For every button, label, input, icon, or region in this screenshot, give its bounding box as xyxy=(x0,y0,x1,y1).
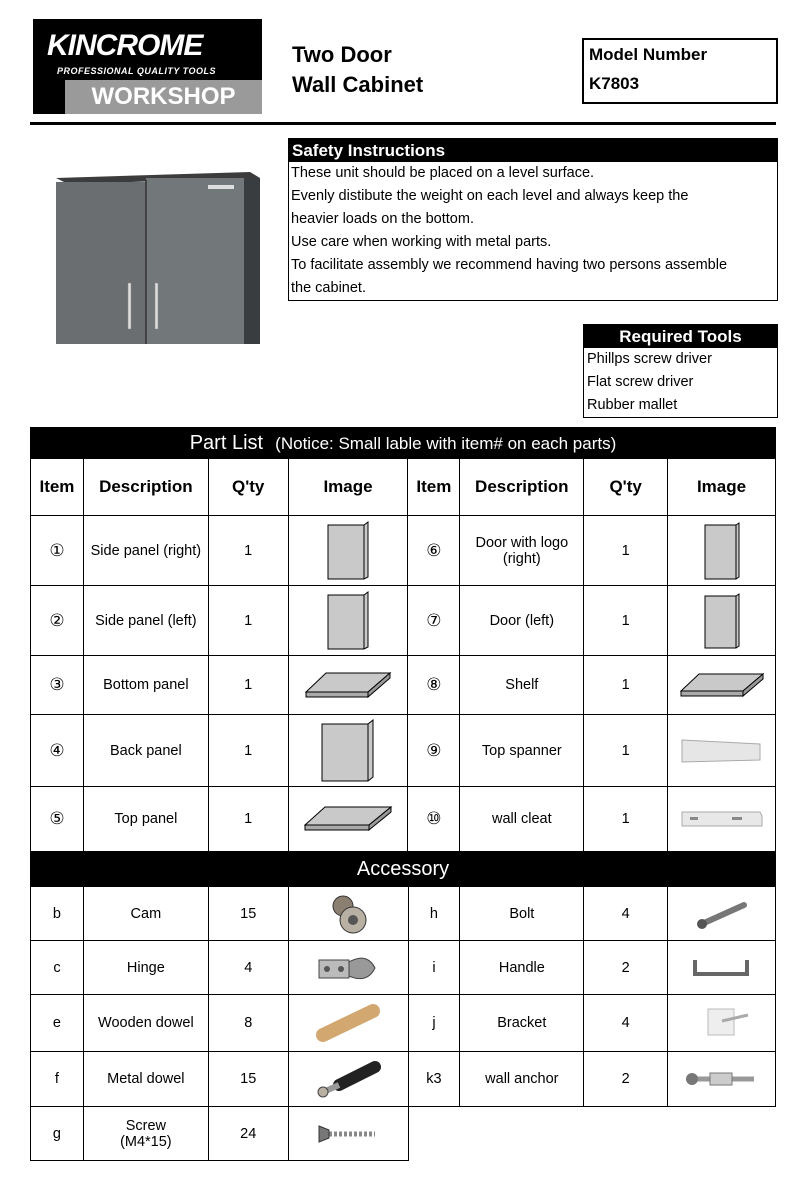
item-qty: 1 xyxy=(584,656,668,715)
bottom-panel-image xyxy=(304,670,392,700)
item-letter: k3 xyxy=(408,1052,460,1107)
part-image xyxy=(668,516,776,586)
top-panel-image xyxy=(303,804,393,834)
tools-heading: Required Tools xyxy=(584,325,777,348)
item-number: ⑨ xyxy=(408,715,460,787)
item-qty: 1 xyxy=(208,516,288,586)
bolt-image xyxy=(694,897,750,931)
part-image xyxy=(668,787,776,852)
item-qty: 4 xyxy=(584,887,668,941)
item-description: Shelf xyxy=(460,656,584,715)
hinge-image xyxy=(315,948,381,988)
model-label: Model Number xyxy=(589,45,708,64)
table-row xyxy=(31,656,776,715)
item-description: Side panel (right) xyxy=(83,516,208,586)
item-qty: 1 xyxy=(208,787,288,852)
part-list-title-bar xyxy=(31,428,776,459)
item-qty: 8 xyxy=(208,995,288,1052)
item-number: ⑤ xyxy=(31,787,84,852)
handle-image xyxy=(689,954,755,982)
item-description: wall cleat xyxy=(460,787,584,852)
part-image xyxy=(288,1052,408,1107)
safety-line: Use care when working with metal parts. xyxy=(291,234,552,250)
bracket-image xyxy=(692,999,752,1047)
side-panel-image xyxy=(326,591,370,651)
table-row xyxy=(31,516,776,586)
table-row xyxy=(31,995,776,1052)
part-image xyxy=(668,586,776,656)
item-number: ⑧ xyxy=(408,656,460,715)
item-description: Top spanner xyxy=(460,715,584,787)
required-tools xyxy=(583,324,778,418)
col-header: Description xyxy=(83,459,208,516)
safety-line: Evenly distibute the weight on each level and always keep the xyxy=(291,188,689,204)
item-qty: 1 xyxy=(208,586,288,656)
table-row xyxy=(31,887,776,941)
cabinet-illustration xyxy=(50,168,265,350)
item-number: ④ xyxy=(31,715,84,787)
table-row xyxy=(31,586,776,656)
title-line-2: Wall Cabinet xyxy=(292,72,424,97)
col-header: Item xyxy=(31,459,84,516)
part-image xyxy=(288,995,408,1052)
wooden-dowel-image xyxy=(315,1003,381,1043)
door-image xyxy=(703,593,741,649)
item-qty: 1 xyxy=(208,656,288,715)
item-letter: j xyxy=(408,995,460,1052)
kincrome-logo xyxy=(33,19,262,114)
part-image xyxy=(668,715,776,787)
safety-line: heavier loads on the bottom. xyxy=(291,211,474,227)
table-row xyxy=(31,941,776,995)
wall-cleat-image xyxy=(680,808,764,830)
item-qty: 1 xyxy=(584,586,668,656)
item-number: ⑥ xyxy=(408,516,460,586)
item-number: ① xyxy=(31,516,84,586)
item-description: Bottom panel xyxy=(83,656,208,715)
page-title xyxy=(292,40,423,100)
item-letter: b xyxy=(31,887,84,941)
item-description: Bracket xyxy=(460,995,584,1052)
tool-item: Rubber mallet xyxy=(587,397,678,413)
col-header: Image xyxy=(668,459,776,516)
item-number: ③ xyxy=(31,656,84,715)
item-letter: g xyxy=(31,1107,84,1161)
item-letter: h xyxy=(408,887,460,941)
item-description: Screw (M4*15) xyxy=(83,1107,208,1161)
col-header: Item xyxy=(408,459,460,516)
table-row xyxy=(31,787,776,852)
item-letter: i xyxy=(408,941,460,995)
logo-brand: KINCROME xyxy=(47,29,203,62)
item-description: Wooden dowel xyxy=(83,995,208,1052)
item-qty: 24 xyxy=(208,1107,288,1161)
logo-tagline: PROFESSIONAL QUALITY TOOLS xyxy=(57,66,217,76)
item-description: Door with logo (right) xyxy=(460,516,584,586)
part-image xyxy=(668,887,776,941)
tool-item: Flat screw driver xyxy=(587,374,694,390)
item-qty: 2 xyxy=(584,1052,668,1107)
part-image xyxy=(288,516,408,586)
item-letter: f xyxy=(31,1052,84,1107)
part-image xyxy=(668,1052,776,1107)
model-value: K7803 xyxy=(589,74,640,93)
top-spanner-image xyxy=(680,738,764,764)
screw-image xyxy=(315,1118,381,1150)
part-image xyxy=(668,995,776,1052)
item-qty: 2 xyxy=(584,941,668,995)
item-qty: 15 xyxy=(208,887,288,941)
safety-line: the cabinet. xyxy=(291,280,366,296)
tool-item: Phillps screw driver xyxy=(587,351,712,367)
part-image xyxy=(288,586,408,656)
part-image xyxy=(288,887,408,941)
col-header: Description xyxy=(460,459,584,516)
part-list-title: Part List xyxy=(189,431,264,454)
logo-workshop: WORKSHOP xyxy=(65,80,262,114)
item-qty: 4 xyxy=(208,941,288,995)
part-list-table xyxy=(30,427,776,852)
item-qty: 15 xyxy=(208,1052,288,1107)
accessory-title: Accessory xyxy=(31,852,776,887)
item-description: Back panel xyxy=(83,715,208,787)
door-image xyxy=(703,522,741,580)
metal-dowel-image xyxy=(315,1057,381,1101)
col-header: Q'ty xyxy=(584,459,668,516)
item-description: Cam xyxy=(83,887,208,941)
part-image xyxy=(668,941,776,995)
table-row xyxy=(31,1052,776,1107)
item-number: ⑩ xyxy=(408,787,460,852)
safety-line: To facilitate assembly we recommend having two persons assemble xyxy=(291,257,728,273)
safety-heading: Safety Instructions xyxy=(289,139,777,162)
safety-line: These unit should be placed on a level surface. xyxy=(291,165,595,181)
item-description: Handle xyxy=(460,941,584,995)
item-description: Hinge xyxy=(83,941,208,995)
item-qty: 4 xyxy=(584,995,668,1052)
item-description: Metal dowel xyxy=(83,1052,208,1107)
safety-instructions xyxy=(288,138,778,301)
item-number: ⑦ xyxy=(408,586,460,656)
item-qty: 1 xyxy=(584,787,668,852)
model-number-box xyxy=(582,38,778,104)
shelf-image xyxy=(679,671,765,699)
col-header: Image xyxy=(288,459,408,516)
title-line-1: Two Door xyxy=(292,42,392,67)
item-qty: 1 xyxy=(208,715,288,787)
table-row xyxy=(31,715,776,787)
part-list-notice: (Notice: Small lable with item# on each parts) xyxy=(275,433,617,453)
col-header: Q'ty xyxy=(208,459,288,516)
header-divider xyxy=(30,122,776,125)
item-qty: 1 xyxy=(584,715,668,787)
part-image xyxy=(668,656,776,715)
part-image xyxy=(288,656,408,715)
item-description: Top panel xyxy=(83,787,208,852)
part-image xyxy=(288,1107,408,1161)
wall-anchor-image xyxy=(684,1067,760,1091)
item-description: Side panel (left) xyxy=(83,586,208,656)
accessory-table xyxy=(30,851,776,1161)
item-description: Bolt xyxy=(460,887,584,941)
side-panel-image xyxy=(326,521,370,581)
table-row xyxy=(31,1107,776,1161)
item-letter: c xyxy=(31,941,84,995)
item-letter: e xyxy=(31,995,84,1052)
part-image xyxy=(288,787,408,852)
part-image xyxy=(288,715,408,787)
item-qty: 1 xyxy=(584,516,668,586)
item-description: Door (left) xyxy=(460,586,584,656)
back-panel-image xyxy=(320,719,376,783)
item-description: wall anchor xyxy=(460,1052,584,1107)
part-image xyxy=(288,941,408,995)
item-number: ② xyxy=(31,586,84,656)
cam-image xyxy=(323,892,373,936)
